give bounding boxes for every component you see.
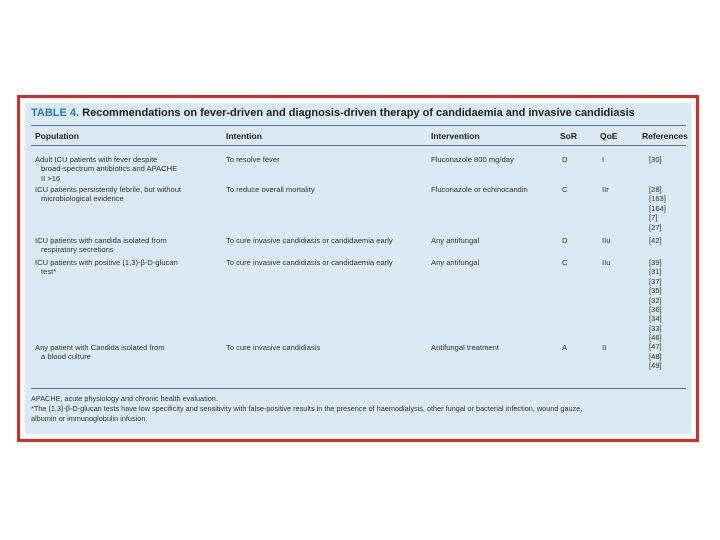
intervention-cell: Any antifungal: [431, 258, 480, 267]
intention-cell: To reduce overall mortality: [226, 185, 315, 194]
population-cell: Any patient with Candida isolated from a blood culture: [35, 343, 165, 362]
population-cell: Adult ICU patients with fever despite broad-spectrum antibiotics and APACHE II >16: [35, 155, 178, 183]
table-bottom-rule: [31, 388, 686, 389]
column-header-references: References: [642, 131, 688, 141]
intervention-cell: Fluconazole or echinocandin: [431, 185, 528, 194]
column-header-sor: SoR: [560, 131, 577, 141]
population-cell: ICU patients with positive (1,3)-β-D-glucan test*: [35, 258, 178, 277]
column-header-population: Population: [35, 131, 79, 141]
column-header-qoe: QoE: [600, 131, 618, 141]
references-cell: [28] [163] [164] [7] [27]: [649, 185, 666, 232]
intervention-cell: Antifungal treatment: [431, 343, 499, 352]
table-label: TABLE 4.: [31, 107, 80, 119]
references-cell: [42]: [649, 236, 662, 245]
intervention-cell: Fluconazole 800 mg/day: [431, 155, 514, 164]
qoe-cell: IIu: [602, 258, 611, 267]
sor-cell: C: [562, 185, 568, 194]
references-cell: [30]: [649, 155, 662, 164]
footnote-glucan-continued: albumin or immunoglobulin infusion.: [31, 414, 148, 423]
slide-frame: [17, 95, 699, 442]
header-top-rule: [31, 125, 686, 126]
population-cell: ICU patients persistently febrile, but without microbiological evidence: [35, 185, 182, 204]
intention-cell: To cure invasive candidiasis or candidaemia early: [226, 236, 393, 245]
sor-cell: C: [562, 258, 568, 267]
qoe-cell: IIr: [602, 185, 609, 194]
qoe-cell: I: [602, 155, 605, 164]
footnote-abbreviation: APACHE, acute physiology and chronic health evaluation.: [31, 394, 218, 403]
sor-cell: A: [562, 343, 568, 352]
qoe-cell: II: [602, 343, 607, 352]
column-header-intervention: Intervention: [431, 131, 480, 141]
population-cell: ICU patients with candida isolated from respiratory secretions: [35, 236, 167, 255]
sor-cell: D: [562, 155, 568, 164]
footnote-glucan: *The (1,3)-β-D-glucan tests have low specificity and sensitivity with false-positive results in the presence of haemodialysis, other fungal or bacterial infection, wound gauze,: [31, 404, 583, 413]
intention-cell: To resolve fever: [226, 155, 280, 164]
table-panel: [25, 103, 691, 434]
table-title-text: Recommendations on fever-driven and diagnosis-driven therapy of candidaemia and invasive candidiasis: [82, 107, 635, 119]
table-title: [31, 107, 635, 119]
qoe-cell: IIu: [602, 236, 611, 245]
intervention-cell: Any antifungal: [431, 236, 480, 245]
intention-cell: To cure invasive candidiasis: [226, 343, 321, 352]
intention-cell: To cure invasive candidiasis or candidaemia early: [226, 258, 393, 267]
references-cell: [46] [47] [48] [49]: [649, 333, 662, 371]
header-bottom-rule: [31, 145, 686, 146]
column-header-intention: Intention: [226, 131, 262, 141]
sor-cell: D: [562, 236, 568, 245]
references-cell: [39] [31] [37] [35] [32] [36] [34] [33]: [649, 258, 662, 333]
